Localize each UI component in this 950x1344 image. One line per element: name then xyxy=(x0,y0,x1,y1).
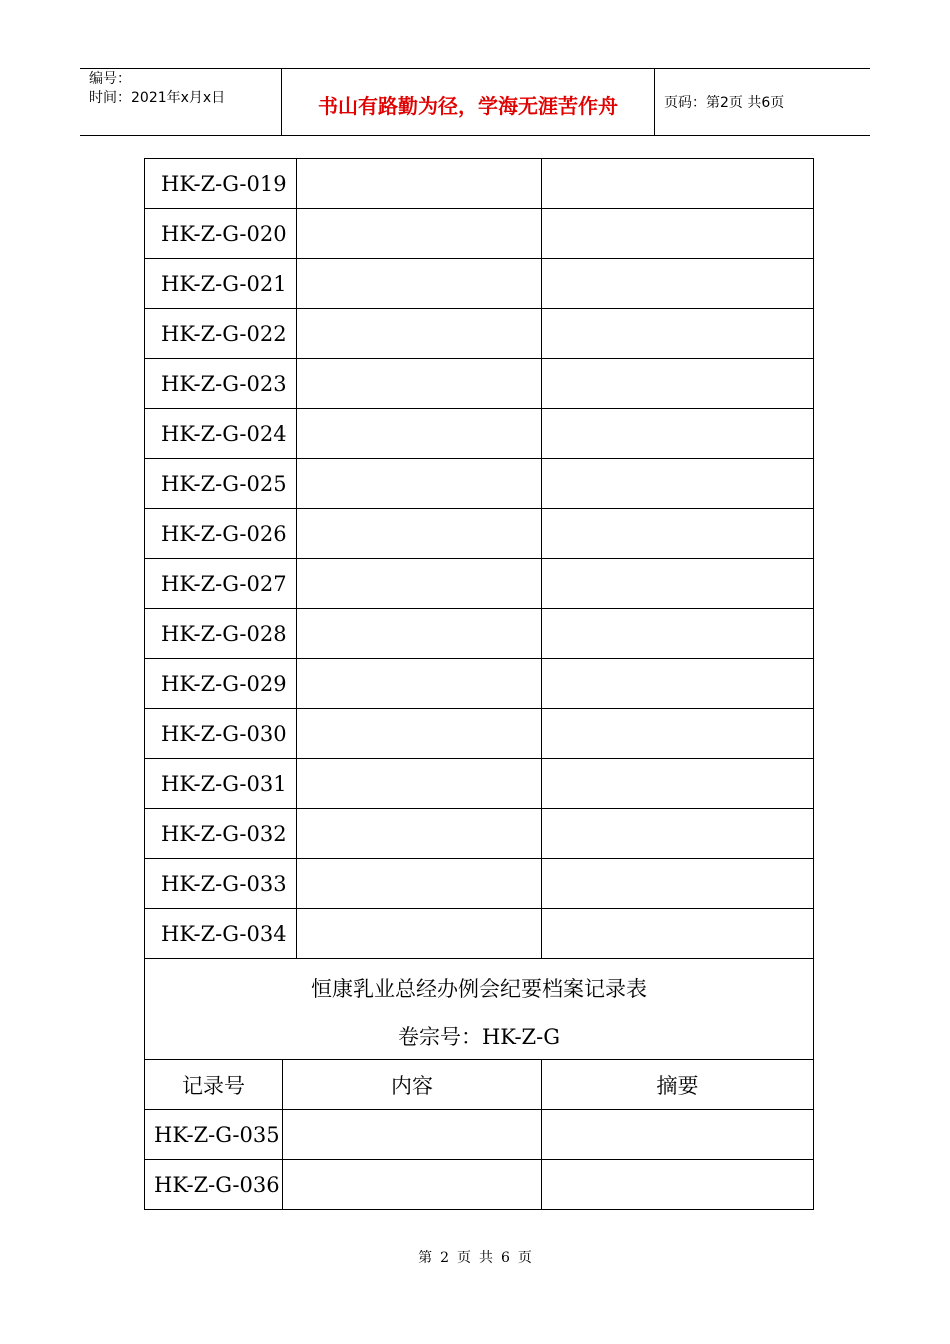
footer-total-pages: 6 xyxy=(501,1250,510,1266)
table-row xyxy=(145,559,814,609)
header-divider xyxy=(654,68,655,135)
summary-cell xyxy=(542,1160,814,1209)
record-no-cell: HK-Z-G-027 xyxy=(145,559,297,608)
summary-cell xyxy=(542,609,814,658)
table-row xyxy=(145,1160,814,1210)
column-header-row xyxy=(145,1060,814,1110)
table-row xyxy=(145,759,814,809)
content-cell xyxy=(297,659,542,708)
summary-cell xyxy=(542,559,814,608)
record-no-cell: HK-Z-G-031 xyxy=(145,759,297,808)
summary-cell xyxy=(542,409,814,458)
header-motto: 书山有路勤为径，学海无涯苦作舟 xyxy=(318,94,618,118)
footer-di: 第 xyxy=(418,1250,433,1266)
record-no-cell: HK-Z-G-024 xyxy=(145,409,297,458)
record-no-cell: HK-Z-G-032 xyxy=(145,809,297,858)
record-no-cell: HK-Z-G-034 xyxy=(145,909,297,958)
table-row xyxy=(145,609,814,659)
header-meta xyxy=(89,70,225,108)
table-row xyxy=(145,509,814,559)
content-cell xyxy=(297,909,542,958)
table-row xyxy=(145,309,814,359)
content-cell xyxy=(297,409,542,458)
record-no-cell: HK-Z-G-023 xyxy=(145,359,297,408)
table-row xyxy=(145,809,814,859)
record-no-cell: HK-Z-G-020 xyxy=(145,209,297,258)
table-row xyxy=(145,709,814,759)
table-row xyxy=(145,359,814,409)
table-row xyxy=(145,459,814,509)
record-no-cell: HK-Z-G-021 xyxy=(145,259,297,308)
summary-cell xyxy=(542,459,814,508)
table-row xyxy=(145,909,814,959)
content-cell xyxy=(297,359,542,408)
col-header-summary: 摘要 xyxy=(542,1060,814,1109)
table-row xyxy=(145,659,814,709)
record-no-cell: HK-Z-G-030 xyxy=(145,709,297,758)
footer-gong: 共 xyxy=(479,1250,493,1266)
record-no-cell: HK-Z-G-022 xyxy=(145,309,297,358)
summary-cell xyxy=(542,859,814,908)
content-cell xyxy=(297,609,542,658)
content-cell xyxy=(297,509,542,558)
content-cell xyxy=(297,709,542,758)
record-no-cell: HK-Z-G-019 xyxy=(145,159,297,208)
summary-cell xyxy=(542,359,814,408)
table-title-block xyxy=(145,959,814,1060)
summary-cell xyxy=(542,659,814,708)
col-header-record-no: 记录号 xyxy=(145,1060,283,1109)
content-cell xyxy=(283,1160,542,1209)
content-cell xyxy=(283,1110,542,1159)
lower-rows xyxy=(145,1110,814,1210)
footer-page-number: 2 xyxy=(440,1250,449,1266)
footer-ye: 页 xyxy=(517,1250,532,1266)
record-no-cell: HK-Z-G-025 xyxy=(145,459,297,508)
content-cell xyxy=(297,309,542,358)
table-row xyxy=(145,159,814,209)
content-cell xyxy=(297,159,542,208)
col-header-content: 内容 xyxy=(283,1060,542,1109)
summary-cell xyxy=(542,509,814,558)
summary-cell xyxy=(542,1110,814,1159)
summary-cell xyxy=(542,909,814,958)
record-no-cell: HK-Z-G-028 xyxy=(145,609,297,658)
table-row xyxy=(145,859,814,909)
summary-cell xyxy=(542,759,814,808)
table-row xyxy=(145,209,814,259)
header-bottom-rule xyxy=(80,135,870,136)
summary-cell xyxy=(542,309,814,358)
table-row xyxy=(145,409,814,459)
record-no-cell: HK-Z-G-036 xyxy=(145,1160,283,1209)
header-page-info: 页码：第2页 共6页 xyxy=(664,95,785,111)
header-top-rule xyxy=(80,68,870,69)
content-cell xyxy=(297,459,542,508)
table-row xyxy=(145,1110,814,1160)
content-cell xyxy=(297,259,542,308)
summary-cell xyxy=(542,159,814,208)
summary-cell xyxy=(542,809,814,858)
page-footer xyxy=(0,1247,950,1267)
footer-ye: 页 xyxy=(457,1250,471,1266)
record-no-cell: HK-Z-G-029 xyxy=(145,659,297,708)
summary-cell xyxy=(542,209,814,258)
record-no-cell: HK-Z-G-026 xyxy=(145,509,297,558)
content-cell xyxy=(297,859,542,908)
content-cell xyxy=(297,209,542,258)
doc-time-label: 时间：2021年x月x日 xyxy=(89,90,226,106)
upper-rows xyxy=(145,159,814,959)
content-cell xyxy=(297,809,542,858)
volume-number: 卷宗号：HK-Z-G xyxy=(397,1025,561,1049)
content-cell xyxy=(297,759,542,808)
summary-cell xyxy=(542,709,814,758)
record-no-cell: HK-Z-G-033 xyxy=(145,859,297,908)
content-cell xyxy=(297,559,542,608)
table-title: 恒康乳业总经办例会纪要档案记录表 xyxy=(311,977,647,1001)
record-table xyxy=(144,158,814,1210)
record-no-cell: HK-Z-G-035 xyxy=(145,1110,283,1159)
table-row xyxy=(145,259,814,309)
summary-cell xyxy=(542,259,814,308)
doc-code-label: 编号： xyxy=(89,71,131,87)
